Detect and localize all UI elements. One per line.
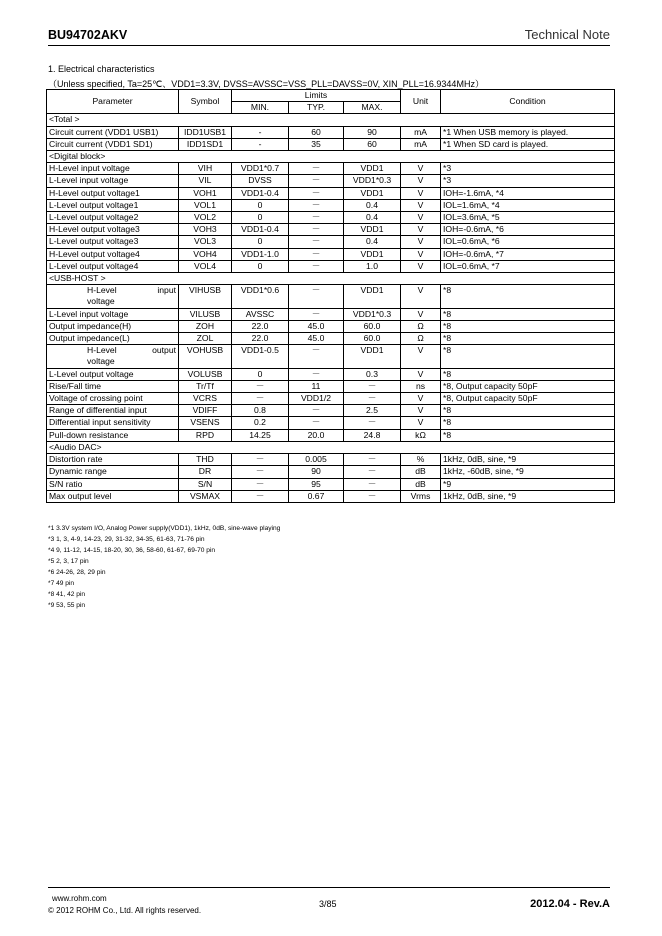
- cell-condition: *3: [441, 175, 615, 187]
- cell-parameter: Dynamic range: [47, 466, 179, 478]
- cell-min: -: [232, 126, 289, 138]
- param-part: H-Level: [87, 345, 117, 356]
- param-part: input: [157, 285, 176, 296]
- footer-copyright: © 2012 ROHM Co., Ltd. All rights reserved.: [48, 906, 202, 915]
- cell-condition: *3: [441, 163, 615, 175]
- cell-min: AVSSC: [232, 308, 289, 320]
- cell-unit: mA: [401, 126, 441, 138]
- cell-unit: Ω: [401, 320, 441, 332]
- table-body: [47, 114, 615, 503]
- col-header-parameter: Parameter: [47, 90, 179, 114]
- cell-min: －: [232, 393, 289, 405]
- table-row: [47, 368, 615, 380]
- cell-unit: Vrms: [401, 490, 441, 502]
- cell-typ: 0.67: [289, 490, 344, 502]
- cell-max: 0.3: [344, 368, 401, 380]
- cell-condition: IOL=0.6mA, *7: [441, 260, 615, 272]
- footnote: *5 2, 3, 17 pin: [48, 558, 89, 565]
- cell-typ: 11: [289, 380, 344, 392]
- cell-condition: *8, Output capacity 50pF: [441, 380, 615, 392]
- cell-symbol: VSMAX: [179, 490, 232, 502]
- footnotes: [48, 523, 280, 611]
- table-row: [47, 308, 615, 320]
- table-row: [47, 380, 615, 392]
- cell-typ: －: [289, 260, 344, 272]
- cell-min: 0: [232, 236, 289, 248]
- section-title: 1. Electrical characteristics: [48, 64, 155, 74]
- table-row: [47, 236, 615, 248]
- cell-symbol: VIH: [179, 163, 232, 175]
- cell-min: -: [232, 138, 289, 150]
- param-part: voltage: [87, 296, 115, 307]
- cell-condition: IOH=-1.6mA, *4: [441, 187, 615, 199]
- table-section-row: [47, 273, 615, 285]
- cell-symbol: VOHUSB: [179, 345, 232, 368]
- cell-unit: V: [401, 308, 441, 320]
- cell-unit: V: [401, 285, 441, 308]
- table-row: [47, 333, 615, 345]
- cell-symbol: VCRS: [179, 393, 232, 405]
- cell-condition: *1 When SD card is played.: [441, 138, 615, 150]
- cell-parameter: L-Level output voltage4: [47, 260, 179, 272]
- table-section-row: [47, 441, 615, 453]
- cell-min: VDD1-0.4: [232, 224, 289, 236]
- cell-max: 60: [344, 138, 401, 150]
- cell-typ: 95: [289, 478, 344, 490]
- cell-parameter: H-Level output voltage4: [47, 248, 179, 260]
- cell-min: －: [232, 478, 289, 490]
- footer-url: www.rohm.com: [52, 894, 107, 903]
- cell-condition: *8: [441, 429, 615, 441]
- table-row: [47, 393, 615, 405]
- footnote: *6 24-26, 28, 29 pin: [48, 569, 106, 576]
- cell-typ: －: [289, 236, 344, 248]
- table-row: [47, 163, 615, 175]
- cell-symbol: ZOL: [179, 333, 232, 345]
- cell-condition: *9: [441, 478, 615, 490]
- footnote: *3 1, 3, 4-9, 14-23, 29, 31-32, 34-35, 61-63, 71-76 pin: [48, 536, 205, 543]
- cell-parameter: Rise/Fall time: [47, 380, 179, 392]
- cell-condition: *8: [441, 345, 615, 368]
- cell-min: 0: [232, 260, 289, 272]
- cell-parameter: Output impedance(L): [47, 333, 179, 345]
- cell-typ: 35: [289, 138, 344, 150]
- cell-max: VDD1*0.3: [344, 308, 401, 320]
- cell-max: 0.4: [344, 199, 401, 211]
- cell-typ: 20.0: [289, 429, 344, 441]
- section-label: <Audio DAC>: [47, 441, 615, 453]
- cell-min: 14.25: [232, 429, 289, 441]
- section-label: <USB-HOST >: [47, 273, 615, 285]
- cell-condition: 1kHz, 0dB, sine, *9: [441, 454, 615, 466]
- section-label: <Total >: [47, 114, 615, 126]
- cell-symbol: VSENS: [179, 417, 232, 429]
- cell-min: 0: [232, 199, 289, 211]
- cell-symbol: THD: [179, 454, 232, 466]
- cell-unit: V: [401, 248, 441, 260]
- param-part: H-Level: [87, 285, 117, 296]
- cell-typ: －: [289, 199, 344, 211]
- cell-max: 90: [344, 126, 401, 138]
- cell-symbol: ZOH: [179, 320, 232, 332]
- cell-unit: V: [401, 393, 441, 405]
- footnote: *1 3.3V system I/O, Analog Power supply(VDD1), 1kHz, 0dB, sine-wave playing: [48, 525, 281, 532]
- table-row: [47, 224, 615, 236]
- cell-max: VDD1: [344, 224, 401, 236]
- cell-parameter: Circuit current (VDD1 SD1): [47, 138, 179, 150]
- cell-max: 60.0: [344, 333, 401, 345]
- cell-condition: *8: [441, 320, 615, 332]
- cell-unit: Ω: [401, 333, 441, 345]
- document-type: Technical Note: [524, 27, 610, 42]
- cell-parameter: Range of differential input: [47, 405, 179, 417]
- cell-min: －: [232, 466, 289, 478]
- cell-unit: V: [401, 175, 441, 187]
- table-row: [47, 405, 615, 417]
- cell-min: VDD1-0.4: [232, 187, 289, 199]
- cell-parameter: S/N ratio: [47, 478, 179, 490]
- cell-max: 0.4: [344, 236, 401, 248]
- cell-max: VDD1: [344, 163, 401, 175]
- cell-max: 60.0: [344, 320, 401, 332]
- cell-condition: 1kHz, -60dB, sine, *9: [441, 466, 615, 478]
- cell-condition: *1 When USB memory is played.: [441, 126, 615, 138]
- cell-min: 0: [232, 368, 289, 380]
- cell-typ: －: [289, 308, 344, 320]
- cell-symbol: VOL4: [179, 260, 232, 272]
- cell-symbol: VOH3: [179, 224, 232, 236]
- cell-max: －: [344, 478, 401, 490]
- table-row: [47, 212, 615, 224]
- table-row: [47, 187, 615, 199]
- cell-condition: IOL=1.6mA, *4: [441, 199, 615, 211]
- footnote: *7 49 pin: [48, 580, 75, 587]
- col-header-condition: Condition: [441, 90, 615, 114]
- cell-max: VDD1*0.3: [344, 175, 401, 187]
- cell-max: VDD1: [344, 187, 401, 199]
- cell-unit: V: [401, 163, 441, 175]
- cell-max: 24.8: [344, 429, 401, 441]
- col-header-symbol: Symbol: [179, 90, 232, 114]
- cell-unit: V: [401, 345, 441, 368]
- cell-max: 2.5: [344, 405, 401, 417]
- col-header-typ: TYP.: [289, 102, 344, 114]
- cell-parameter: Distortion rate: [47, 454, 179, 466]
- cell-max: VDD1: [344, 345, 401, 368]
- cell-max: －: [344, 466, 401, 478]
- cell-min: VDD1*0.7: [232, 163, 289, 175]
- table-row: [47, 285, 615, 308]
- revision: 2012.04 - Rev.A: [530, 898, 610, 910]
- cell-typ: －: [289, 212, 344, 224]
- cell-typ: 90: [289, 466, 344, 478]
- cell-min: 0.2: [232, 417, 289, 429]
- cell-parameter: [47, 345, 179, 368]
- table-row: [47, 138, 615, 150]
- section-label: <Digital block>: [47, 151, 615, 163]
- cell-unit: V: [401, 417, 441, 429]
- cell-max: 1.0: [344, 260, 401, 272]
- cell-condition: IOL=3.6mA, *5: [441, 212, 615, 224]
- cell-parameter: Max output level: [47, 490, 179, 502]
- table-row: [47, 345, 615, 368]
- cell-typ: VDD1/2: [289, 393, 344, 405]
- table-row: [47, 466, 615, 478]
- cell-condition: *8: [441, 405, 615, 417]
- header-rule: [48, 45, 610, 46]
- cell-unit: %: [401, 454, 441, 466]
- cell-condition: *8: [441, 333, 615, 345]
- cell-min: VDD1-0.5: [232, 345, 289, 368]
- cell-symbol: IDD1SD1: [179, 138, 232, 150]
- footnote: *4 9, 11-12, 14-15, 18-20, 30, 36, 58-60, 61-67, 69-70 pin: [48, 547, 216, 554]
- cell-parameter: L-Level input voltage: [47, 175, 179, 187]
- cell-min: DVSS: [232, 175, 289, 187]
- cell-min: 0: [232, 212, 289, 224]
- cell-parameter: H-Level output voltage1: [47, 187, 179, 199]
- cell-typ: 45.0: [289, 320, 344, 332]
- col-header-min: MIN.: [232, 102, 289, 114]
- cell-typ: －: [289, 187, 344, 199]
- footnote: *8 41, 42 pin: [48, 591, 86, 598]
- cell-unit: V: [401, 212, 441, 224]
- cell-unit: ns: [401, 380, 441, 392]
- cell-min: VDD1-1.0: [232, 248, 289, 260]
- cell-symbol: RPD: [179, 429, 232, 441]
- table-row: [47, 478, 615, 490]
- cell-parameter: L-Level output voltage3: [47, 236, 179, 248]
- param-part: output: [152, 345, 176, 356]
- cell-typ: －: [289, 248, 344, 260]
- cell-typ: －: [289, 405, 344, 417]
- cell-parameter: L-Level output voltage2: [47, 212, 179, 224]
- cell-typ: 45.0: [289, 333, 344, 345]
- cell-typ: 60: [289, 126, 344, 138]
- cell-max: －: [344, 393, 401, 405]
- cell-unit: V: [401, 236, 441, 248]
- cell-typ: 0.005: [289, 454, 344, 466]
- table-row: [47, 199, 615, 211]
- cell-unit: V: [401, 187, 441, 199]
- cell-max: VDD1: [344, 285, 401, 308]
- cell-parameter: [47, 285, 179, 308]
- col-header-limits: Limits: [232, 90, 401, 102]
- cell-min: －: [232, 490, 289, 502]
- cell-min: －: [232, 380, 289, 392]
- cell-condition: 1kHz, 0dB, sine, *9: [441, 490, 615, 502]
- section-conditions: （Unless specified, Ta=25℃、VDD1=3.3V, DVSS=AVSSC=VSS_PLL=DAVSS=0V, XIN_PLL=16.9344MHz）: [48, 79, 484, 89]
- cell-condition: IOH=-0.6mA, *7: [441, 248, 615, 260]
- table-row: [47, 429, 615, 441]
- cell-parameter: H-Level input voltage: [47, 163, 179, 175]
- cell-parameter: L-Level output voltage: [47, 368, 179, 380]
- cell-typ: －: [289, 345, 344, 368]
- table-row: [47, 454, 615, 466]
- cell-unit: V: [401, 405, 441, 417]
- cell-unit: V: [401, 260, 441, 272]
- cell-symbol: Tr/Tf: [179, 380, 232, 392]
- cell-parameter: L-Level output voltage1: [47, 199, 179, 211]
- cell-typ: －: [289, 163, 344, 175]
- table-row: [47, 126, 615, 138]
- table-row: [47, 260, 615, 272]
- cell-max: －: [344, 417, 401, 429]
- cell-symbol: VOLUSB: [179, 368, 232, 380]
- cell-max: －: [344, 490, 401, 502]
- cell-unit: kΩ: [401, 429, 441, 441]
- cell-symbol: S/N: [179, 478, 232, 490]
- cell-symbol: VILUSB: [179, 308, 232, 320]
- cell-symbol: VIHUSB: [179, 285, 232, 308]
- table-section-row: [47, 114, 615, 126]
- cell-unit: dB: [401, 478, 441, 490]
- cell-parameter: Voltage of crossing point: [47, 393, 179, 405]
- cell-unit: mA: [401, 138, 441, 150]
- cell-parameter: Circuit current (VDD1 USB1): [47, 126, 179, 138]
- cell-typ: －: [289, 224, 344, 236]
- cell-symbol: VOH4: [179, 248, 232, 260]
- cell-condition: *8: [441, 368, 615, 380]
- cell-parameter: Differential input sensitivity: [47, 417, 179, 429]
- cell-symbol: VOL1: [179, 199, 232, 211]
- cell-typ: －: [289, 417, 344, 429]
- cell-max: 0.4: [344, 212, 401, 224]
- cell-parameter: Output impedance(H): [47, 320, 179, 332]
- cell-condition: *8: [441, 417, 615, 429]
- param-part: voltage: [87, 356, 115, 367]
- footer-rule: [48, 887, 610, 888]
- cell-condition: *8: [441, 308, 615, 320]
- cell-unit: dB: [401, 466, 441, 478]
- col-header-max: MAX.: [344, 102, 401, 114]
- part-number: BU94702AKV: [48, 28, 128, 42]
- cell-symbol: VOL3: [179, 236, 232, 248]
- cell-max: －: [344, 380, 401, 392]
- table-row: [47, 320, 615, 332]
- cell-unit: V: [401, 199, 441, 211]
- table-section-row: [47, 151, 615, 163]
- cell-condition: *8: [441, 285, 615, 308]
- cell-symbol: VDIFF: [179, 405, 232, 417]
- table-row: [47, 248, 615, 260]
- cell-condition: IOL=0.6mA, *6: [441, 236, 615, 248]
- cell-min: －: [232, 454, 289, 466]
- cell-symbol: DR: [179, 466, 232, 478]
- cell-typ: －: [289, 175, 344, 187]
- cell-unit: V: [401, 368, 441, 380]
- cell-symbol: VOL2: [179, 212, 232, 224]
- cell-condition: *8, Output capacity 50pF: [441, 393, 615, 405]
- table-row: [47, 417, 615, 429]
- cell-unit: V: [401, 224, 441, 236]
- cell-parameter: Pull-down resistance: [47, 429, 179, 441]
- cell-symbol: VIL: [179, 175, 232, 187]
- cell-max: －: [344, 454, 401, 466]
- cell-min: 22.0: [232, 320, 289, 332]
- cell-min: 0.8: [232, 405, 289, 417]
- cell-symbol: VOH1: [179, 187, 232, 199]
- electrical-characteristics-table: [46, 89, 615, 503]
- cell-typ: －: [289, 285, 344, 308]
- cell-min: VDD1*0.6: [232, 285, 289, 308]
- page-number: 3/85: [319, 899, 337, 909]
- cell-min: 22.0: [232, 333, 289, 345]
- cell-max: VDD1: [344, 248, 401, 260]
- table-row: [47, 175, 615, 187]
- table-row: [47, 490, 615, 502]
- footnote: *9 53, 55 pin: [48, 602, 86, 609]
- cell-symbol: IDD1USB1: [179, 126, 232, 138]
- cell-parameter: H-Level output voltage3: [47, 224, 179, 236]
- cell-parameter: L-Level input voltage: [47, 308, 179, 320]
- cell-condition: IOH=-0.6mA, *6: [441, 224, 615, 236]
- cell-typ: －: [289, 368, 344, 380]
- col-header-unit: Unit: [401, 90, 441, 114]
